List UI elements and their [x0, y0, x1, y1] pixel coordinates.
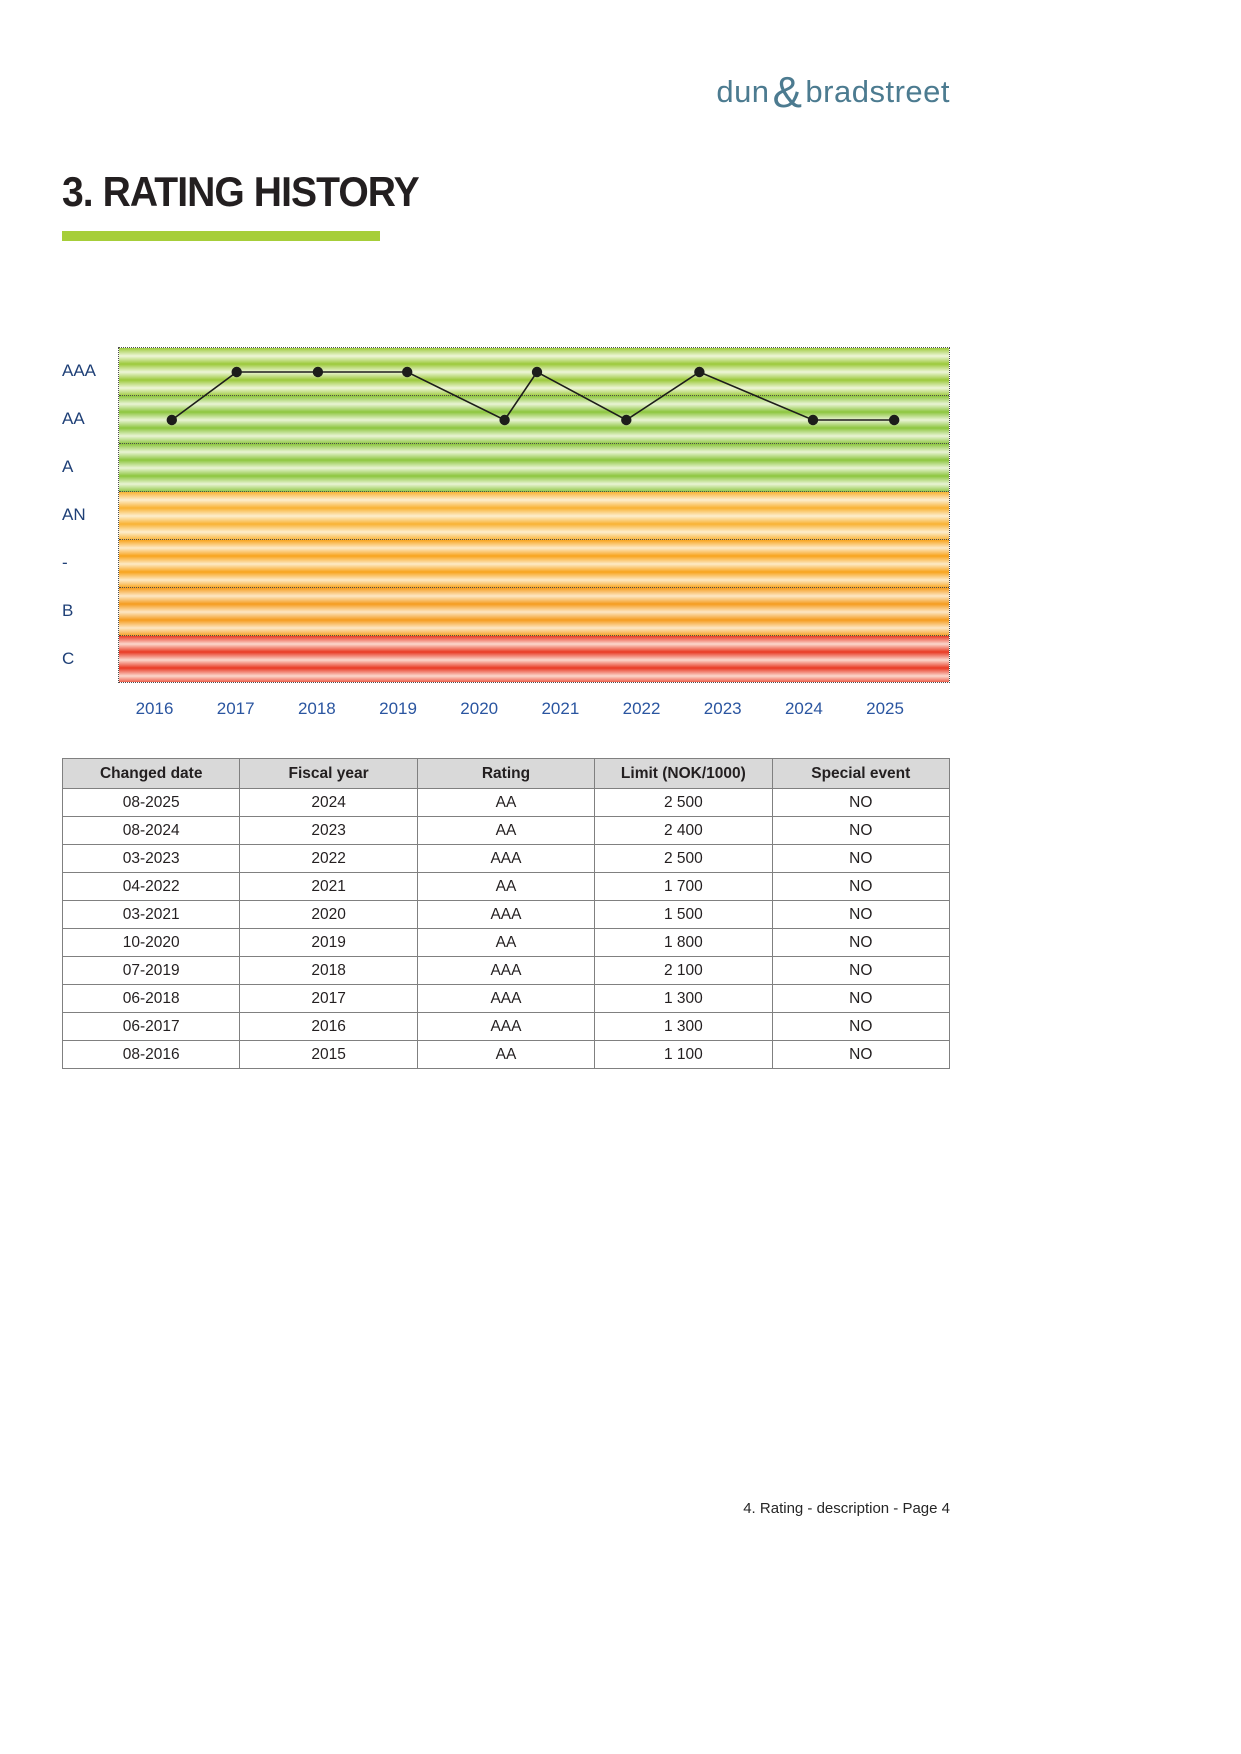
table-row: [63, 929, 950, 957]
table-row: [63, 845, 950, 873]
table-row: [63, 901, 950, 929]
table-cell: NO: [772, 873, 949, 901]
x-axis-label-2018: 2018: [297, 699, 336, 718]
rating-point-03-2021: [532, 367, 542, 377]
y-axis-label-AN: AN: [62, 505, 86, 524]
table-cell: 2 400: [595, 817, 772, 845]
table-cell: 2 100: [595, 957, 772, 985]
table-cell: NO: [772, 901, 949, 929]
table-cell: 10-2020: [63, 929, 240, 957]
table-cell: 2023: [240, 817, 417, 845]
table-cell: 1 100: [595, 1041, 772, 1069]
table-cell: AAA: [417, 901, 594, 929]
chart-x-labels: [118, 691, 950, 723]
x-axis-label-2025: 2025: [866, 699, 904, 718]
logo-ampersand-icon: &: [772, 68, 803, 117]
rating-point-08-2016: [167, 415, 177, 425]
column-header: Rating: [417, 759, 594, 789]
table-cell: 08-2025: [63, 789, 240, 817]
rating-point-10-2020: [499, 415, 509, 425]
table-cell: 2021: [240, 873, 417, 901]
table-row: [63, 1041, 950, 1069]
column-header: Changed date: [63, 759, 240, 789]
table-cell: 1 800: [595, 929, 772, 957]
table-cell: 2016: [240, 1013, 417, 1041]
table-cell: 2017: [240, 985, 417, 1013]
rating-history-chart: [62, 347, 950, 732]
x-axis-label-2024: 2024: [784, 699, 823, 718]
table-cell: 2024: [240, 789, 417, 817]
y-axis-label-B: B: [62, 601, 74, 620]
rating-point-06-2018: [313, 367, 323, 377]
table-row: [63, 985, 950, 1013]
rating-point-08-2024: [808, 415, 818, 425]
table-cell: 2 500: [595, 845, 772, 873]
column-header: Fiscal year: [240, 759, 417, 789]
table-cell: 1 300: [595, 985, 772, 1013]
rating-trend-svg: [119, 348, 950, 683]
column-header: Limit (NOK/1000): [595, 759, 772, 789]
table-cell: 2022: [240, 845, 417, 873]
x-axis-label-2019: 2019: [379, 699, 417, 718]
table-cell: 1 300: [595, 1013, 772, 1041]
table-cell: NO: [772, 985, 949, 1013]
table-cell: 08-2016: [63, 1041, 240, 1069]
table-header-row: [63, 759, 950, 789]
x-axis-label-2021: 2021: [541, 699, 580, 718]
table-cell: 08-2024: [63, 817, 240, 845]
table-cell: NO: [772, 845, 949, 873]
logo-bradstreet: bradstreet: [805, 74, 950, 109]
table-cell: NO: [772, 789, 949, 817]
table-cell: AA: [417, 873, 594, 901]
table-cell: 2020: [240, 901, 417, 929]
table-cell: NO: [772, 957, 949, 985]
table-cell: 03-2021: [63, 901, 240, 929]
table-cell: AA: [417, 929, 594, 957]
dnb-logo: [716, 68, 950, 118]
logo-dun: dun: [716, 74, 770, 109]
table-cell: AA: [417, 817, 594, 845]
rating-trend-line: [172, 372, 894, 420]
rating-point-06-2017: [232, 367, 242, 377]
rating-point-04-2022: [621, 415, 631, 425]
page-footer: 4. Rating - description - Page 4: [743, 1500, 950, 1517]
chart-y-labels: [62, 347, 118, 683]
table-row: [63, 873, 950, 901]
x-axis-label-2020: 2020: [460, 699, 499, 718]
table-cell: NO: [772, 1013, 949, 1041]
page-title: 3. RATING HISTORY: [62, 168, 419, 215]
table-cell: AAA: [417, 957, 594, 985]
table-row: [63, 789, 950, 817]
table-cell: 2015: [240, 1041, 417, 1069]
x-axis-label-2017: 2017: [216, 699, 255, 718]
x-axis-label-2016: 2016: [135, 699, 174, 718]
table-cell: 2 500: [595, 789, 772, 817]
table-cell: 04-2022: [63, 873, 240, 901]
table-row: [63, 957, 950, 985]
x-axis-label-2022: 2022: [622, 699, 661, 718]
y-axis-label-C: C: [62, 649, 75, 668]
table-cell: 07-2019: [63, 957, 240, 985]
rating-point-03-2023: [694, 367, 704, 377]
table-cell: 2019: [240, 929, 417, 957]
table-cell: AA: [417, 789, 594, 817]
table-cell: 03-2023: [63, 845, 240, 873]
table-cell: AAA: [417, 985, 594, 1013]
table-cell: 06-2018: [63, 985, 240, 1013]
table-cell: 2018: [240, 957, 417, 985]
table-cell: 06-2017: [63, 1013, 240, 1041]
table-cell: NO: [772, 1041, 949, 1069]
y-axis-label--: -: [62, 553, 68, 572]
table-cell: AA: [417, 1041, 594, 1069]
x-axis-label-2023: 2023: [703, 699, 742, 718]
y-axis-label-AA: AA: [62, 409, 85, 428]
table-cell: 1 500: [595, 901, 772, 929]
y-axis-label-A: A: [62, 457, 74, 476]
rating-history-table: [62, 758, 950, 1069]
table-cell: AAA: [417, 845, 594, 873]
table-row: [63, 817, 950, 845]
table-cell: NO: [772, 817, 949, 845]
rating-point-07-2019: [402, 367, 412, 377]
column-header: Special event: [772, 759, 949, 789]
table-cell: NO: [772, 929, 949, 957]
title-underline: [62, 231, 380, 241]
table-row: [63, 1013, 950, 1041]
y-axis-label-AAA: AAA: [62, 361, 97, 380]
table-cell: AAA: [417, 1013, 594, 1041]
table-cell: 1 700: [595, 873, 772, 901]
table-body: [63, 789, 950, 1069]
rating-point-08-2025: [889, 415, 899, 425]
chart-plot-area: [118, 347, 950, 683]
